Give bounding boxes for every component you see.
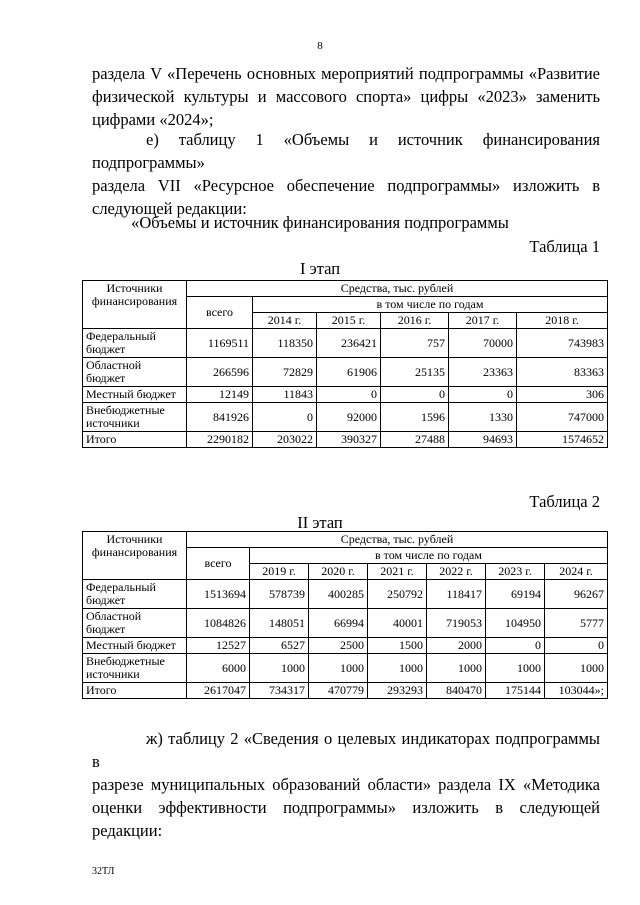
paragraph-amendment-e: [92, 128, 600, 220]
table-cell: 1330: [449, 403, 517, 432]
table-cell: 25135: [381, 358, 449, 387]
table1-by-years-header: в том числе по годам: [253, 297, 608, 313]
table-cell: 1000: [486, 654, 545, 683]
row-total: 12527: [187, 638, 250, 654]
row-label: Внебюджетные источники: [83, 403, 187, 432]
table-cell: 1000: [368, 654, 427, 683]
table-row: [83, 609, 608, 638]
row-total: 12149: [187, 387, 253, 403]
table1-financing: [82, 280, 608, 448]
table2-financing: [82, 531, 608, 699]
row-total: 6000: [187, 654, 250, 683]
table-cell: 118350: [253, 329, 317, 358]
table-cell: 11843: [253, 387, 317, 403]
table-cell: 236421: [317, 329, 381, 358]
table2-year-header: 2019 г.: [250, 564, 309, 580]
row-total: 266596: [187, 358, 253, 387]
table-cell: 1596: [381, 403, 449, 432]
table2-year-header: 2021 г.: [368, 564, 427, 580]
paragraph-line: раздела VII «Ресурсное обеспечение подпрограммы» изложить в: [92, 176, 600, 195]
table-cell: 0: [486, 638, 545, 654]
table-cell: 103044»;: [545, 683, 608, 699]
paragraph-amendment-zh: [92, 727, 600, 842]
table-cell: 1000: [545, 654, 608, 683]
table2-year-header: 2023 г.: [486, 564, 545, 580]
row-total: 1169511: [187, 329, 253, 358]
table2-source-header: Источники финансирования: [83, 532, 187, 580]
table-cell: 2500: [309, 638, 368, 654]
table-cell: 0: [545, 638, 608, 654]
table-cell: 69194: [486, 580, 545, 609]
paragraph-line: следующей редакции:: [92, 199, 247, 218]
table-row-total: [83, 683, 608, 699]
table-cell: 293293: [368, 683, 427, 699]
table-cell: 0: [449, 387, 517, 403]
table-cell: 92000: [317, 403, 381, 432]
table-cell: 1574652: [517, 432, 608, 448]
table2-by-years-header: в том числе по годам: [250, 548, 608, 564]
table-cell: 306: [517, 387, 608, 403]
paragraph-line: цифрами «2024»;: [92, 110, 214, 129]
table2-stage-title: II этап: [297, 513, 343, 532]
row-label: Итого: [83, 683, 187, 699]
table-cell: 400285: [309, 580, 368, 609]
table1-means-header: Средства, тыс. рублей: [187, 281, 608, 297]
row-total: 1084826: [187, 609, 250, 638]
paragraph-line: раздела V «Перечень основных мероприятий подпрограммы «Развитие: [92, 64, 600, 83]
paragraph-line: е) таблицу 1 «Объемы и источник финансирования подпрограммы»: [92, 130, 600, 172]
table2-total-header: всего: [187, 548, 250, 580]
table-row: [83, 638, 608, 654]
table-cell: 70000: [449, 329, 517, 358]
table-row: [83, 329, 608, 358]
table-cell: 390327: [317, 432, 381, 448]
table-cell: 175144: [486, 683, 545, 699]
table1-year-header: 2015 г.: [317, 313, 381, 329]
table-cell: 1000: [250, 654, 309, 683]
table-row: [83, 654, 608, 683]
table-cell: 1500: [368, 638, 427, 654]
table-cell: 840470: [427, 683, 486, 699]
table-cell: 757: [381, 329, 449, 358]
table-cell: 118417: [427, 580, 486, 609]
table1-year-header: 2014 г.: [253, 313, 317, 329]
page-number: 8: [317, 40, 323, 52]
table2-means-header: Средства, тыс. рублей: [187, 532, 608, 548]
table-cell: 578739: [250, 580, 309, 609]
row-label: Итого: [83, 432, 187, 448]
table-cell: 104950: [486, 609, 545, 638]
table-cell: 203022: [253, 432, 317, 448]
table-cell: 5777: [545, 609, 608, 638]
row-label: Областной бюджет: [83, 609, 187, 638]
table-cell: 743983: [517, 329, 608, 358]
section-heading: «Объемы и источник финансирования подпрограммы: [131, 213, 509, 232]
table-row-total: [83, 432, 608, 448]
table-cell: 747000: [517, 403, 608, 432]
table-cell: 1000: [309, 654, 368, 683]
table-cell: 734317: [250, 683, 309, 699]
paragraph-amendment-v: [92, 62, 600, 131]
table2-year-header: 2022 г.: [427, 564, 486, 580]
table2-year-header: 2024 г.: [545, 564, 608, 580]
row-total: 1513694: [187, 580, 250, 609]
table-row: [83, 358, 608, 387]
table-cell: 1000: [427, 654, 486, 683]
paragraph-line: оценки эффективности подпрограммы» изложить в следующей редакции:: [92, 798, 600, 840]
table-cell: 61906: [317, 358, 381, 387]
document-code: 32ТЛ: [92, 866, 115, 877]
table1-label: Таблица 1: [529, 237, 600, 256]
table1-year-header: 2016 г.: [381, 313, 449, 329]
table-row: [83, 387, 608, 403]
table-cell: 40001: [368, 609, 427, 638]
table1-source-header: Источники финансирования: [83, 281, 187, 329]
table-cell: 72829: [253, 358, 317, 387]
table-cell: 66994: [309, 609, 368, 638]
row-total: 2617047: [187, 683, 250, 699]
table-cell: 719053: [427, 609, 486, 638]
table1-stage-title: I этап: [299, 259, 341, 278]
table1-year-header: 2017 г.: [449, 313, 517, 329]
table-cell: 83363: [517, 358, 608, 387]
table-cell: 23363: [449, 358, 517, 387]
table-cell: 94693: [449, 432, 517, 448]
row-label: Федеральный бюджет: [83, 580, 187, 609]
table-row: [83, 580, 608, 609]
row-label: Местный бюджет: [83, 638, 187, 654]
table-cell: 2000: [427, 638, 486, 654]
row-label: Областной бюджет: [83, 358, 187, 387]
paragraph-line: физической культуры и массового спорта» цифры «2023» заменить: [92, 87, 600, 106]
table-cell: 470779: [309, 683, 368, 699]
table-row: [83, 403, 608, 432]
table-cell: 0: [317, 387, 381, 403]
row-label: Местный бюджет: [83, 387, 187, 403]
table-cell: 0: [381, 387, 449, 403]
table1-year-header: 2018 г.: [517, 313, 608, 329]
table2-label: Таблица 2: [529, 492, 600, 511]
table-cell: 250792: [368, 580, 427, 609]
row-total: 2290182: [187, 432, 253, 448]
table2-year-header: 2020 г.: [309, 564, 368, 580]
table-cell: 6527: [250, 638, 309, 654]
table-cell: 96267: [545, 580, 608, 609]
paragraph-line: разрезе муниципальных образований области» раздела IX «Методика: [92, 775, 600, 794]
row-total: 841926: [187, 403, 253, 432]
table1-total-header: всего: [187, 297, 253, 329]
paragraph-line: ж) таблицу 2 «Сведения о целевых индикаторах подпрограммы в: [92, 729, 600, 771]
table-cell: 148051: [250, 609, 309, 638]
table-cell: 27488: [381, 432, 449, 448]
row-label: Федеральный бюджет: [83, 329, 187, 358]
row-label: Внебюджетные источники: [83, 654, 187, 683]
table-cell: 0: [253, 403, 317, 432]
